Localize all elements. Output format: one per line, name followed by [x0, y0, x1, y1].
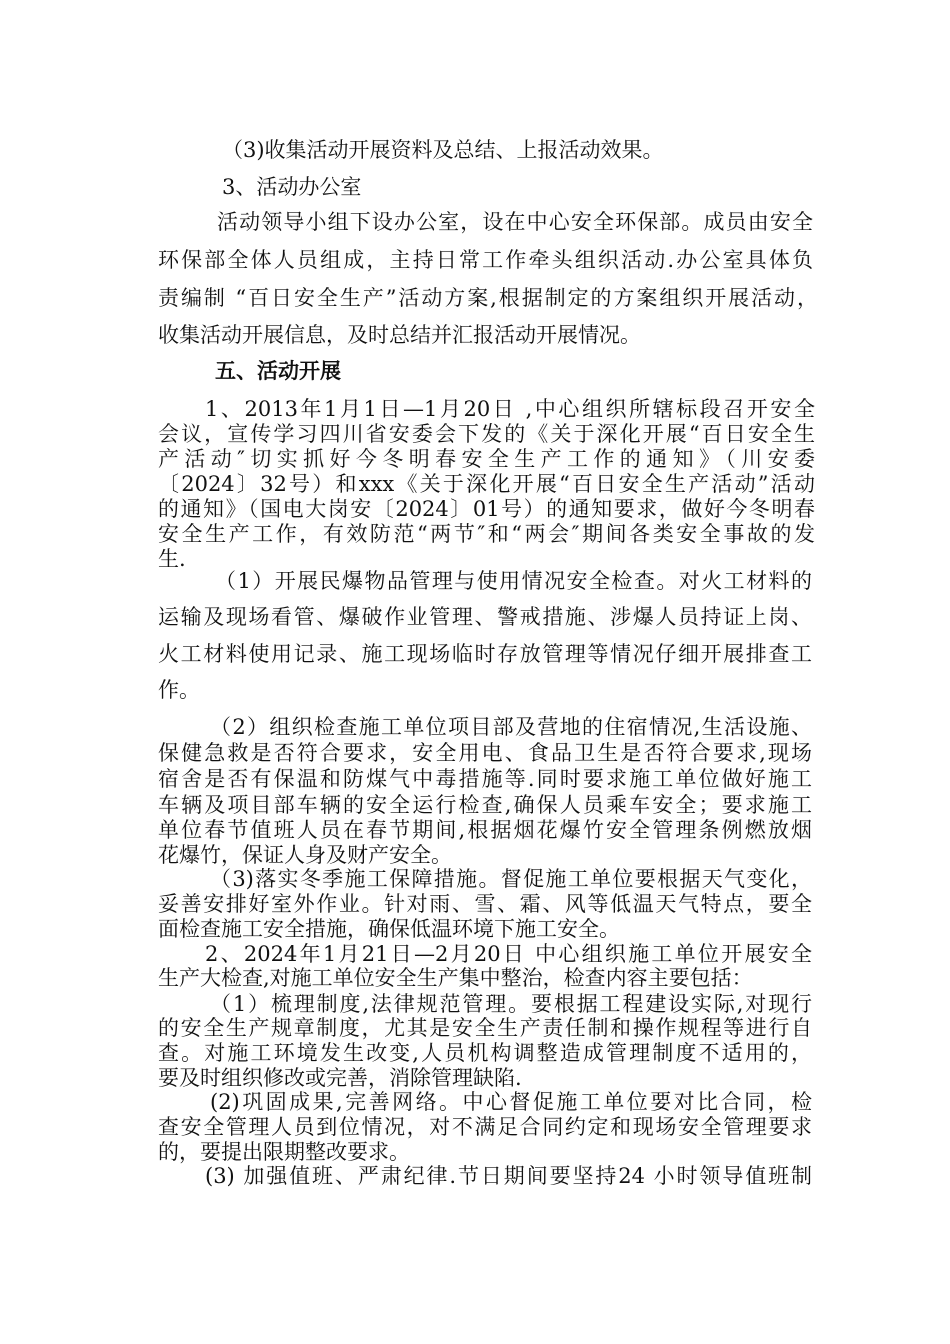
text-line-23: 单位春节值班人员在春节期间,根据烟花爆竹安全管理条例燃放烟 [158, 818, 812, 842]
text-line-26: 妥善安排好室外作业。针对雨、雪、霜、风等低温天气特点，要全 [158, 892, 812, 916]
text-line-4: 环保部全体人员组成，主持日常工作牵头组织活动.办公室具体负 [158, 248, 813, 272]
text-line-3: 活动领导小组下设办公室，设在中心安全环保部。成员由安全 [217, 210, 813, 234]
text-line-20: 保健急救是否符合要求，安全用电、食品卫生是否符合要求,现场 [158, 741, 812, 765]
text-line-30: （1）梳理制度,法律规范管理。要根据工程建设实际,对现行 [210, 992, 812, 1016]
text-line-10: 产活动″切实抓好今冬明春安全生产工作的通知》（川安委 [158, 447, 815, 471]
text-line-13: 安全生产工作，有效防范“两节″和“两会″期间各类安全事故的发 [158, 522, 815, 546]
text-line-19: （2）组织检查施工单位项目部及营地的住宿情况,生活设施、 [210, 715, 812, 739]
text-line-6: 收集活动开展信息，及时总结并汇报活动开展情况。 [158, 323, 641, 347]
text-line-28: 2、2024年1月21日—2月20日 中心组织施工单位开展安全 [205, 942, 812, 966]
text-line-17: 火工材料使用记录、施工现场临时存放管理等情况仔细开展排查工 [158, 642, 812, 666]
text-line-31: 的安全生产规章制度，尤其是安全生产责任制和操作规程等进行自 [158, 1016, 812, 1040]
text-line-5: 责编制 “百日安全生产”活动方案,根据制定的方案组织开展活动， [158, 286, 818, 310]
text-line-18: 作。 [158, 678, 200, 702]
text-line-1: （3)收集活动开展资料及总结、上报活动效果。 [222, 138, 664, 162]
section-heading: 五、活动开展 [215, 358, 341, 383]
text-line-2: 3、活动办公室 [222, 175, 362, 199]
text-line-32: 查。对施工环境发生改变,人员机构调整造成管理制度不适用的， [158, 1041, 812, 1065]
text-line-14: 生. [158, 547, 186, 571]
text-line-35: 查安全管理人员到位情况，对不满足合同约定和现场安全管理要求 [158, 1115, 812, 1139]
text-line-37: (3) 加强值班、严肃纪律.节日期间要坚持24 小时领导值班制 [205, 1164, 812, 1188]
text-line-21: 宿舍是否有保温和防煤气中毒措施等.同时要求施工单位做好施工 [158, 767, 812, 791]
text-line-25: （3)落实冬季施工保障措施。督促施工单位要根据天气变化， [210, 867, 812, 891]
text-line-16: 运输及现场看管、爆破作业管理、警戒措施、涉爆人员持证上岗、 [158, 605, 812, 629]
text-line-33: 要及时组织修改或完善，消除管理缺陷. [158, 1066, 522, 1090]
text-line-27: 面检查施工安全措施，确保低温环境下施工安全。 [158, 917, 620, 941]
text-line-34: (2)巩固成果,完善网络。中心督促施工单位要对比合同，检 [210, 1090, 812, 1114]
text-line-8: 1、2013年1月1日—1月20日 ,中心组织所辖标段召开安全 [205, 397, 815, 421]
text-line-29: 生产大检查,对施工单位安全生产集中整治，检查内容主要包括： [158, 966, 753, 990]
text-line-15: （1）开展民爆物品管理与使用情况安全检查。对火工材料的 [215, 569, 812, 593]
text-line-12: 的通知》（国电大岗安〔2024〕01号）的通知要求，做好今冬明春 [158, 497, 815, 521]
text-line-24: 花爆竹，保证人身及财产安全。 [158, 843, 452, 867]
text-line-11: 〔2024〕32号）和xxx《关于深化开展“百日安全生产活动”活动 [158, 472, 815, 496]
text-line-9: 会议，宣传学习四川省安委会下发的《关于深化开展“百日安全生 [158, 422, 815, 446]
text-line-36: 的，要提出限期整改要求。 [158, 1140, 410, 1164]
text-line-22: 车辆及项目部车辆的安全运行检查,确保人员乘车安全；要求施工 [158, 793, 812, 817]
